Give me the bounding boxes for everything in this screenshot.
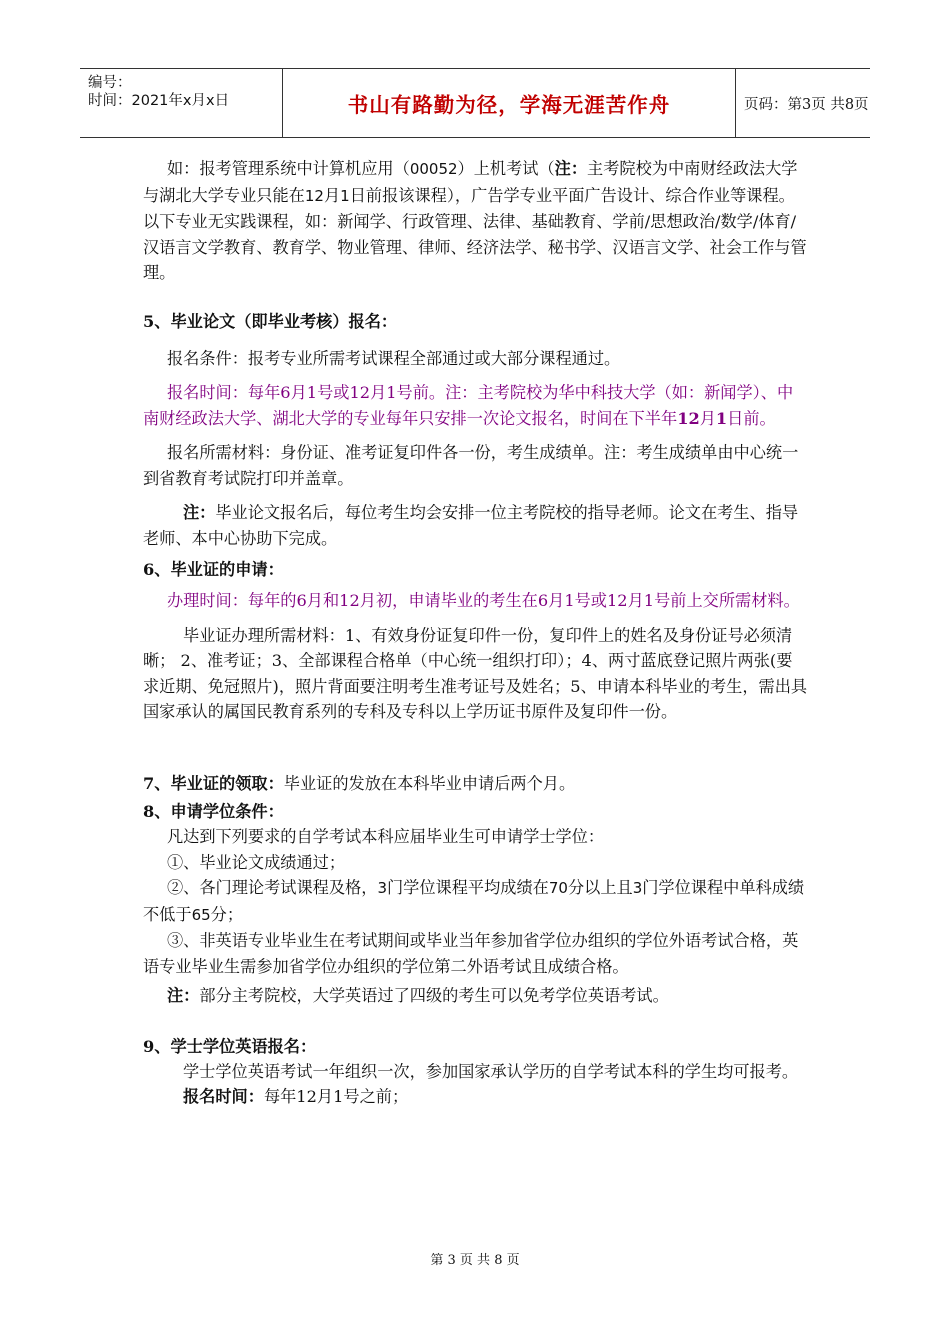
section-heading-thesis: 5、毕业论文（即毕业考核）报名：: [143, 311, 398, 331]
degree-condition-2: ②、各门理论考试课程及格，3门学位课程平均成绩在70分以上且3门学位课程中单科成绩不低于65分；: [143, 878, 805, 924]
thesis-materials: 报名所需材料：身份证、准考证复印件各一份，考生成绩单。注：考生成绩单由中心统一到省教育考试院打印并盖章。: [143, 443, 799, 488]
paragraph-practice-courses: 如：报考管理系统中计算机应用（00052）上机考试（注：主考院校为中南财经政法大学与湖北大学专业只能在12月1日前报该课程），广告学专业平面广告设计、综合作业等课程。以下专业无实践课程，如：新闻学、行政管理、法律、基础教育、学前/思想政治/数学/体育/汉语言文学教育、教育学、物业管理、律师、经济法学、秘书学、汉语言文学、社会工作与管理。: [143, 159, 807, 282]
document-number-label: 编号：: [88, 75, 132, 91]
document-time-label: 时间：2021年x月x日: [88, 93, 230, 109]
degree-condition-3: ③、非英语专业毕业生在考试期间或毕业当年参加省学位办组织的学位外语考试合格，英语专业毕业生需参加省学位办组织的学位第二外语考试且成绩合格。: [143, 931, 799, 976]
thesis-registration-time: 报名时间：每年6月1号或12月1号前。注：主考院校为华中科技大学（如：新闻学）、中南财经政法大学、湖北大学的专业每年只安排一次论文报名，时间在下半年12月1日前。: [143, 383, 794, 428]
thesis-conditions: 报名条件：报考专业所需考试课程全部通过或大部分课程通过。: [167, 348, 621, 368]
degree-english-time: 报名时间：每年12月1号之前；: [183, 1087, 409, 1106]
degree-condition-1: ①、毕业论文成绩通过；: [167, 852, 346, 872]
thesis-note: 注：毕业论文报名后，每位考生均会安排一位主考院校的指导老师。论文在考生、指导老师、本中心协助下完成。: [143, 503, 799, 548]
diploma-application-materials: 毕业证办理所需材料：1、有效身份证复印件一份，复印件上的姓名及身份证号必须清晰； 2、准考证；3、全部课程合格单（中心统一组织打印）；4、两寸蓝底登记照片两张(要求近期、免冠照片)，照片背面要注明考生准考证号及姓名；5、申请本科毕业的考生，需出具国家承认的属国民教育系列的专科及专科以上学历证书原件及复印件一份。: [143, 625, 808, 721]
diploma-collection: 7、毕业证的领取：毕业证的发放在本科毕业申请后两个月。: [143, 773, 576, 793]
section-heading-diploma-collection: 7、毕业证的领取：: [143, 773, 284, 793]
header-motto: 书山有路勤为径，学海无涯苦作舟: [282, 69, 736, 137]
degree-intro: 凡达到下列要求的自学考试本科应届毕业生可申请学士学位：: [167, 827, 605, 846]
page-footer: 第 3 页 共 8 页: [430, 1253, 520, 1268]
section-heading-diploma-application: 6、毕业证的申请：: [143, 560, 284, 579]
degree-english-info: 学士学位英语考试一年组织一次，参加国家承认学历的自学考试本科的学生均可报考。: [183, 1061, 799, 1081]
document-body: [143, 156, 808, 1110]
section-heading-degree-english: 9、学士学位英语报名：: [143, 1036, 317, 1056]
header-meta-cell: [80, 69, 282, 137]
degree-note: 注：部分主考院校，大学英语过了四级的考生可以免考学位英语考试。: [167, 986, 669, 1005]
page-header: [80, 68, 870, 138]
diploma-application-time: 办理时间：每年的6月和12月初，申请毕业的考生在6月1号或12月1号前上交所需材料。: [167, 591, 800, 610]
section-heading-degree-conditions: 8、申请学位条件：: [143, 802, 284, 821]
header-page-info: 页码：第3页 共8页: [744, 96, 869, 113]
